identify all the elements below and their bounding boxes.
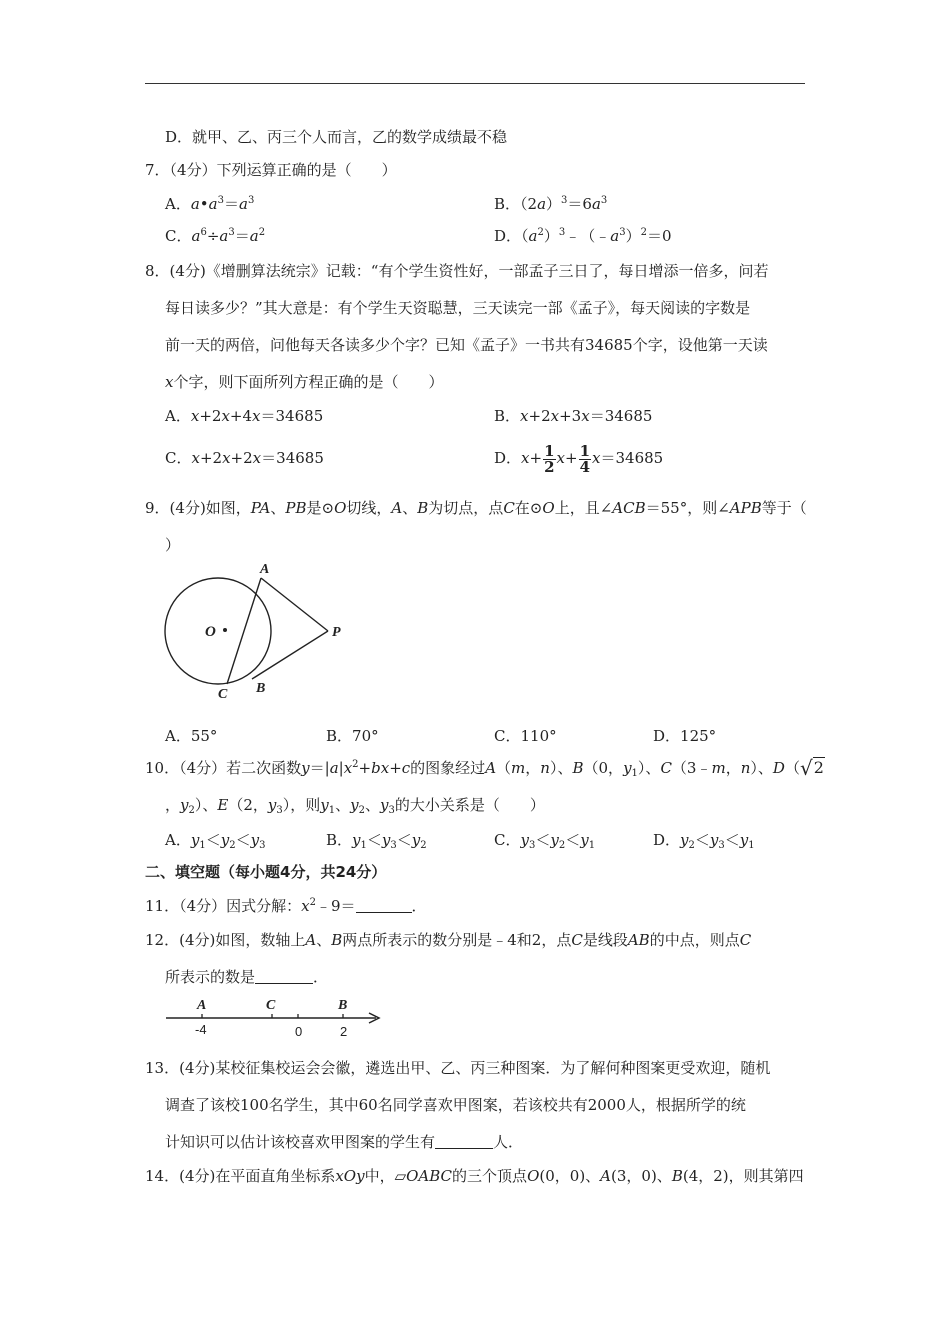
q8-option-a: A．x+2x+4x＝34685 xyxy=(165,407,324,425)
q7-option-b: B．$(2a)^3=6a^3$ xyxy=(494,195,608,213)
q7-option-c: C．$a^6\div a^3=a^2$ xyxy=(165,227,266,245)
q12-number-line-figure xyxy=(162,990,387,1038)
q9-option-a: A．55° xyxy=(165,727,218,745)
q9-option-c: C．110° xyxy=(494,727,557,745)
axis-value-zero: 0 xyxy=(295,1024,303,1038)
q8-line-3: 前一天的两倍，问他每天各读多少个字？已知《孟子》一书共有34685个字，设他第一天读 xyxy=(165,336,768,354)
axis-label-c: C xyxy=(266,998,276,1013)
q9-option-d: D．125° xyxy=(653,727,717,745)
axis-label-a: A xyxy=(197,998,207,1013)
label-a: A xyxy=(260,562,270,577)
q8-line-4: x个字，则下面所列方程正确的是（ ） xyxy=(165,373,444,391)
q7-option-a: A．$a•a^3=a^3$ xyxy=(165,195,255,213)
label-b: B xyxy=(256,681,266,696)
q14-line-1: 14．(4分)在平面直角坐标系xOy中，▱OABC的三个顶点O(0，0)、A(3，0)、B(4，2)，则其第四 xyxy=(145,1167,804,1185)
q11-line: 11．（4分）因式分解：$x^2﹣9=$ ． xyxy=(145,897,427,915)
q10-line-1: 10．（4分）若二次函数$y=|a|x^2+bx+c$的图象经过A（m，n）、B（0，$y_1$）、C（3﹣m，n）、D（√2 xyxy=(145,756,824,780)
q9-line-1: 9．(4分)如图，PA、PB是⊙O切线，A、B为切点，点C在⊙O上，且∠ACB＝55°，则∠APB等于（ xyxy=(145,499,807,517)
q9-line-2: ） xyxy=(165,536,181,554)
q8-option-b: B．x+2x+3x＝34685 xyxy=(494,407,653,425)
q9-option-b: B．70° xyxy=(326,727,379,745)
q10-option-d: D．$y_2<y_3<y_1$ xyxy=(653,831,755,851)
q12-line-2: 所表示的数是 ． xyxy=(165,968,329,986)
label-o: O xyxy=(205,624,216,640)
center-dot xyxy=(223,628,227,632)
q8-line-2: 每日读多少？”其大意是：有个学生天资聪慧，三天读完一部《孟子》，每天阅读的字数是 xyxy=(165,299,751,317)
q10-option-a: A．$y_1<y_2<y_3$ xyxy=(165,831,266,851)
label-c: C xyxy=(218,687,228,700)
q9-circle-tangent-figure xyxy=(158,558,358,700)
q8-line-1: 8．(4分)《增删算法统宗》记载：“有个学生资性好，一部孟子三日了，每日增添一倍多，问若 xyxy=(145,262,769,280)
q10-line-2: ，$y_2$）、E（2，$y_3$），则$y_1$、$y_2$、$y_3$的大小关系是（ ） xyxy=(165,796,545,816)
q7-option-d: D．$(a^2)^3﹣(﹣a^3)^2=0$ xyxy=(494,227,672,245)
q13-line-3: 计知识可以估计该校喜欢甲图案的学生有 人． xyxy=(165,1133,524,1151)
q6-option-d: D．就甲、乙、丙三个人而言，乙的数学成绩最不稳 xyxy=(165,128,508,146)
q10-option-b: B．$y_1<y_3<y_2$ xyxy=(326,831,427,851)
q8-option-d: D．x+ $\frac{1}{2}$ x+ $\frac{1}{4}$ x＝34685 xyxy=(494,441,664,476)
section-2-title: 二、填空题（每小题4分，共24分） xyxy=(145,863,387,881)
tangent-pb xyxy=(252,631,328,679)
q8-option-c: C．x+2x+2x＝34685 xyxy=(165,449,324,467)
axis-value-b: 2 xyxy=(340,1024,348,1038)
axis-label-b: B xyxy=(338,998,348,1013)
label-p: P xyxy=(332,625,341,640)
q12-line-1: 12．(4分)如图，数轴上A、B两点所表示的数分别是﹣4和2，点C是线段AB的中点，则点C xyxy=(145,931,752,949)
axis-value-a: -4 xyxy=(195,1022,207,1037)
q10-option-c: C．$y_3<y_2<y_1$ xyxy=(494,831,596,851)
header-rule xyxy=(145,83,805,84)
q13-line-2: 调查了该校100名学生，其中60名同学喜欢甲图案，若该校共有2000人，根据所学的统 xyxy=(165,1096,746,1114)
circle-o xyxy=(165,578,271,684)
q7-stem: 7．（4分）下列运算正确的是（ ） xyxy=(145,161,397,179)
q13-line-1: 13．(4分)某校征集校运会会徽，遴选出甲、乙、丙三种图案．为了解何种图案更受欢迎，随机 xyxy=(145,1059,771,1077)
